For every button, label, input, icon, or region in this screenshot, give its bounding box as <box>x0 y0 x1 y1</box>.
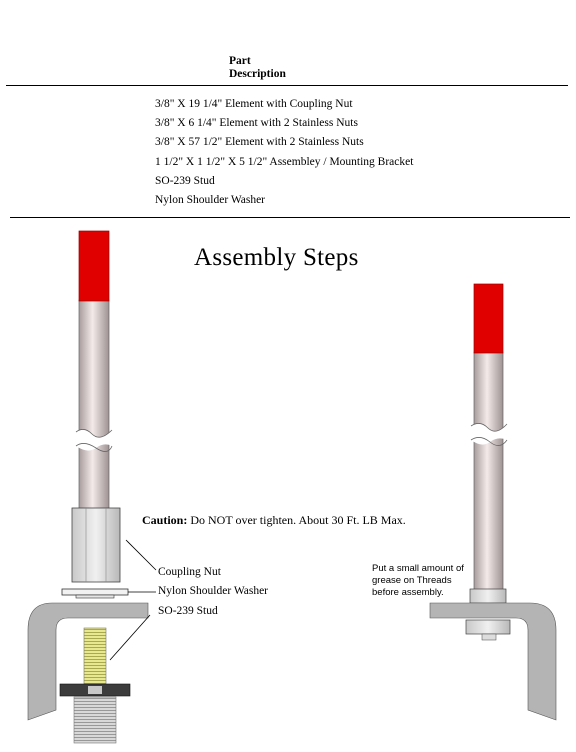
part-item: Nylon Shoulder Washer <box>155 194 266 207</box>
caution-note <box>142 513 406 528</box>
grease-note: Put a small amount of grease on Threads before assembly. <box>372 563 464 598</box>
part-item: 3/8" X 6 1/4" Element with 2 Stainless Nuts <box>155 117 358 130</box>
part-item: SO-239 Stud <box>155 174 215 187</box>
left-element-rod <box>76 231 112 510</box>
coupling-nut <box>72 508 120 582</box>
label-so239-stud: SO-239 Stud <box>158 605 218 617</box>
caution-label: Caution: <box>142 513 188 527</box>
part-item: 3/8" X 57 1/2" Element with 2 Stainless Nuts <box>155 136 364 149</box>
header-line-part: Part <box>229 55 251 67</box>
right-element-rod <box>471 284 507 590</box>
nylon-shoulder-washer <box>62 589 128 598</box>
caution-text: Do NOT over tighten. About 30 Ft. LB Max. <box>187 513 406 527</box>
part-item: 3/8" X 19 1/4" Element with Coupling Nut <box>155 98 353 110</box>
label-nylon-washer: Nylon Shoulder Washer <box>158 585 269 597</box>
label-coupling-nut: Coupling Nut <box>158 566 221 578</box>
part-item: 1 1/2" X 1 1/2" X 5 1/2" Assembley / Mounting Bracket <box>155 155 414 168</box>
header-line-description: Description <box>229 68 286 80</box>
assembly-steps-title: Assembly Steps <box>194 244 359 271</box>
so239-stud <box>60 628 130 743</box>
